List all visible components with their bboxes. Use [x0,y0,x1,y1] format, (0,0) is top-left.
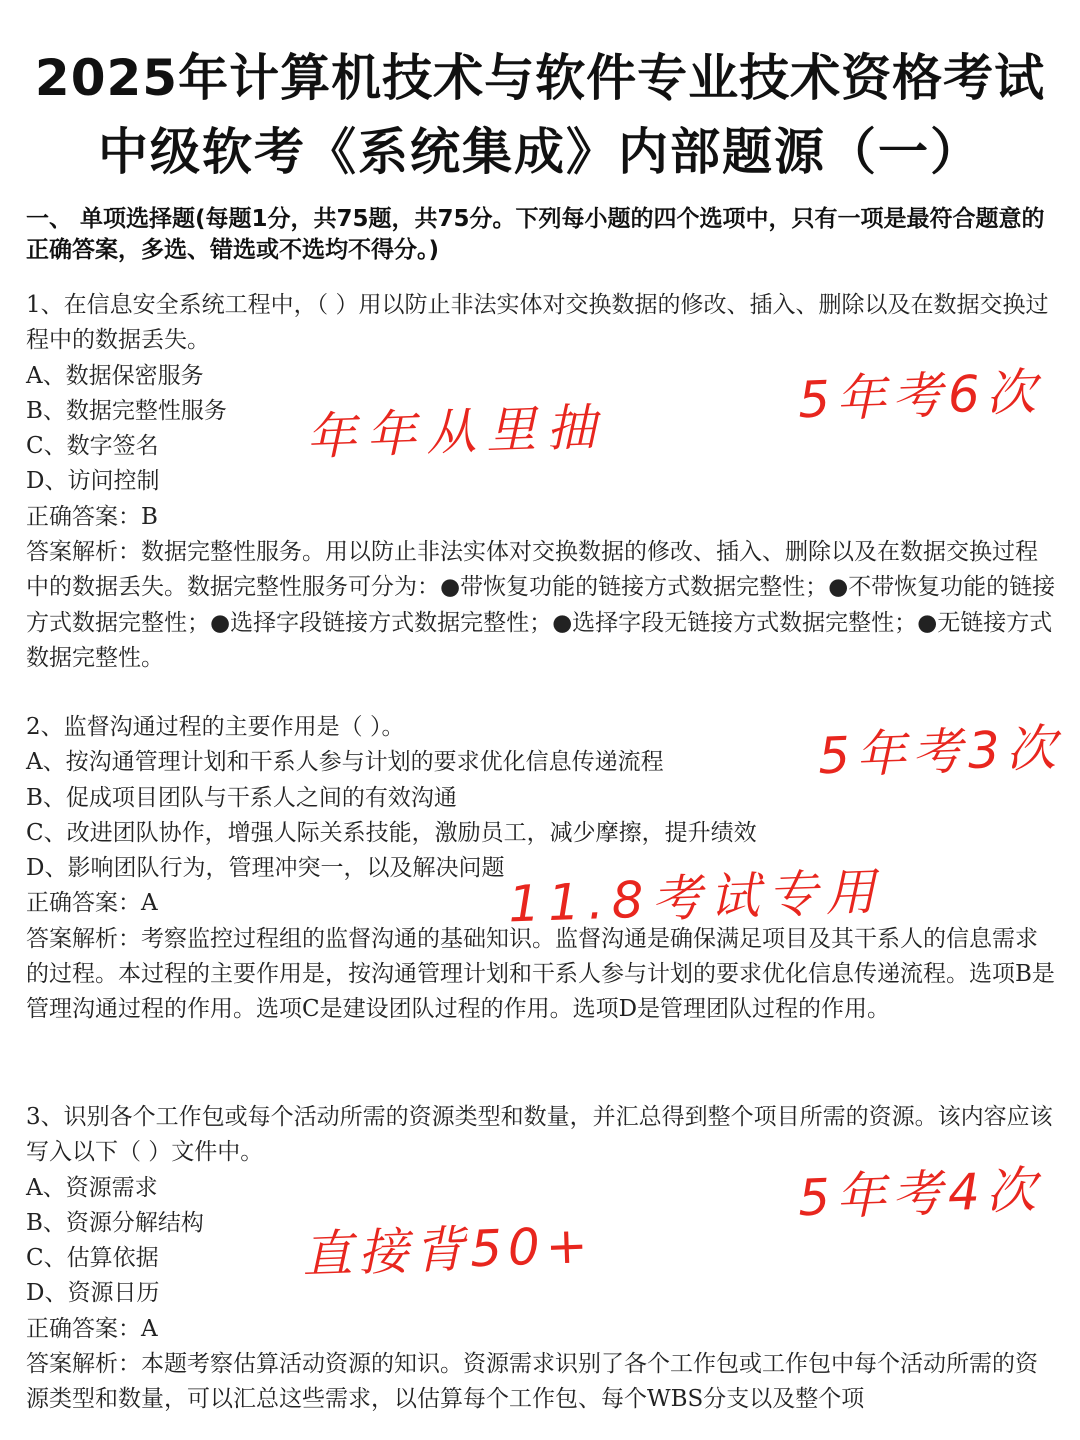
question-stem: 1、在信息安全系统工程中，（ ）用以防止非法实体对交换数据的修改、插入、删除以及在数据交换过程中的数据丢失。 [26,292,1049,354]
correct-answer: 正确答案：A [26,890,158,917]
option-c: C、估算依据 [26,1245,159,1272]
option-d: D、影响团队行为，管理冲突一，以及解决问题 [26,855,505,882]
option-d: D、资源日历 [26,1280,160,1307]
handwritten-note-q2-frequency: 5年考3次 [817,718,1063,786]
question-stem: 3、识别各个工作包或每个活动所需的资源类型和数量，并汇总得到整个项目所需的资源。该内容应该写入以下（ ）文件中。 [26,1104,1053,1166]
document-title-line1: 2025年计算机技术与软件专业技术资格考试 [34,49,1046,107]
question-stem: 2、监督沟通过程的主要作用是（ ）。 [26,714,405,740]
answer-analysis: 答案解析：考察监控过程组的监督沟通的基础知识。监督沟通是确保满足项目及其干系人的信息需求的过程。本过程的主要作用是，按沟通管理计划和干系人参与计划的要求优化信息传递流程。选项B是管理沟通过程的作用。选项C是建设团队过程的作用。选项D是管理团队过程的作用。 [26,925,1055,1023]
handwritten-note-q3-remark: 直接背50+ [301,1215,595,1285]
option-c: C、改进团队协作，增强人际关系技能，激励员工，减少摩擦，提升绩效 [26,819,757,846]
option-b: B、促成项目团队与干系人之间的有效沟通 [26,784,457,811]
answer-analysis: 答案解析：数据完整性服务。用以防止非法实体对交换数据的修改、插入、删除以及在数据交换过程中的数据丢失。数据完整性服务可分为：●带恢复功能的链接方式数据完整性；●不带恢复功能的链接方式数据完整性；●选择字段链接方式数据完整性；●选择字段无链接方式数据完整性；●无链接方式数据完整性。 [26,539,1056,671]
handwritten-note-q2-remark: 11.8考试专用 [507,862,885,934]
correct-answer: 正确答案：B [26,503,158,530]
option-a: A、按沟通管理计划和干系人参与计划的要求优化信息传递流程 [26,749,664,776]
handwritten-note-q1-frequency: 5年考6次 [797,362,1043,430]
handwritten-note-q1-remark: 年年从里抽 [305,397,608,467]
option-d: D、访问控制 [26,468,160,495]
option-a: A、数据保密服务 [26,362,204,389]
section-heading: 一、 单项选择题(每题1分，共75题，共75分。下列每小题的四个选项中，只有一项是最符合题意的正确答案，多选、错选或不选均不得分。) [26,206,1045,263]
option-b: B、数据完整性服务 [26,397,227,424]
document-title-line2: 中级软考《系统集成》内部题源（一） [98,123,982,181]
answer-analysis: 答案解析：本题考察估算活动资源的知识。资源需求识别了各个工作包或工作包中每个活动所需的资源类型和数量，可以汇总这些需求，以估算每个工作包、每个WBS分支以及整个项 [26,1351,1038,1413]
option-c: C、数字签名 [26,433,159,460]
option-a: A、资源需求 [26,1174,158,1201]
handwritten-note-q3-frequency: 5年考4次 [797,1160,1043,1228]
correct-answer: 正确答案：A [26,1315,158,1342]
option-b: B、资源分解结构 [26,1209,204,1236]
question-1 [26,288,1056,676]
